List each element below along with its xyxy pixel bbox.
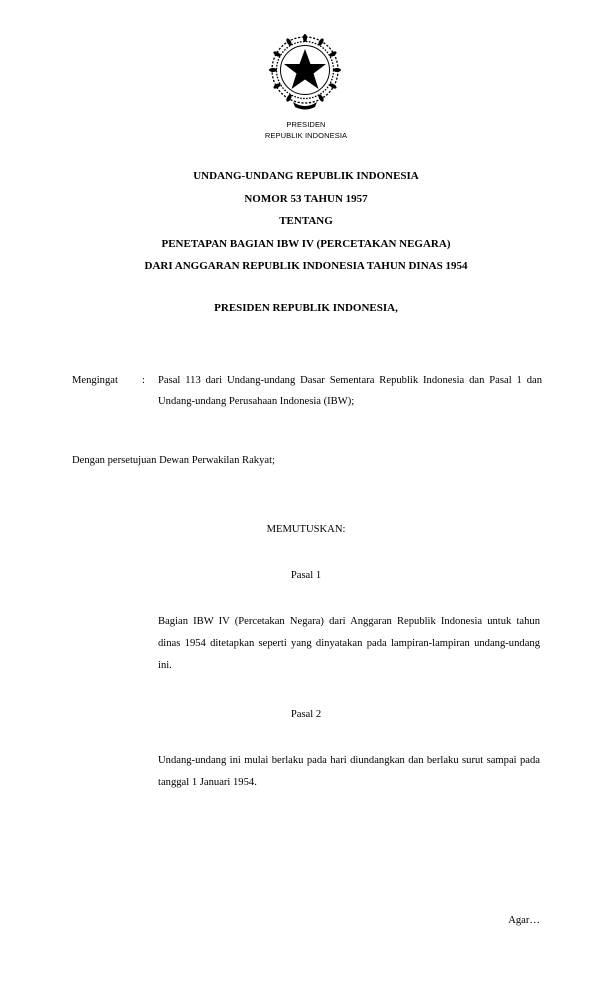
caption-presiden: PRESIDEN	[286, 120, 326, 129]
pasal-2-text: Undang-undang ini mulai berlaku pada hari diundangkan dan berlaku surut sampai pada tanggal 1 Januari 1954.	[158, 755, 540, 788]
mengingat-section	[72, 370, 542, 412]
pasal-1-heading: Pasal 1	[290, 570, 322, 581]
mengingat-colon: :	[142, 375, 145, 386]
emblem-caption	[0, 119, 612, 141]
title-line-5: DARI ANGGARAN REPUBLIK INDONESIA TAHUN DINAS 1954	[144, 260, 468, 272]
mengingat-label: Mengingat	[72, 375, 118, 386]
pasal-1-text: Bagian IBW IV (Percetakan Negara) dari Anggaran Republik Indonesia untuk tahun dinas 1954 ditetapkan seperti yang dinyatakan pada lampiran-lampiran undang-undang ini.	[158, 616, 540, 671]
mengingat-text: Pasal 113 dari Undang-undang Dasar Sementara Republik Indonesia dan Pasal 1 dan Undang-undang Perusahaan Indonesia (IBW);	[158, 375, 542, 407]
title-line-3: TENTANG	[279, 215, 333, 227]
president-heading: PRESIDEN REPUBLIK INDONESIA,	[214, 302, 398, 314]
caption-republik-indonesia: REPUBLIK INDONESIA	[264, 131, 348, 140]
title-line-2: NOMOR 53 TAHUN 1957	[244, 192, 368, 205]
persetujuan-text: Dengan persetujuan Dewan Perwakilan Rakyat;	[72, 455, 275, 466]
continuation-marker: Agar…	[508, 915, 540, 926]
pasal-2-heading: Pasal 2	[290, 709, 322, 720]
title-line-4: PENETAPAN BAGIAN IBW IV (PERCETAKAN NEGARA)	[161, 237, 451, 250]
garuda-star-emblem-icon	[267, 32, 343, 112]
memutuskan-heading: MEMUTUSKAN:	[266, 524, 346, 535]
title-line-1: UNDANG-UNDANG REPUBLIK INDONESIA	[193, 170, 419, 182]
document-title	[0, 165, 612, 278]
